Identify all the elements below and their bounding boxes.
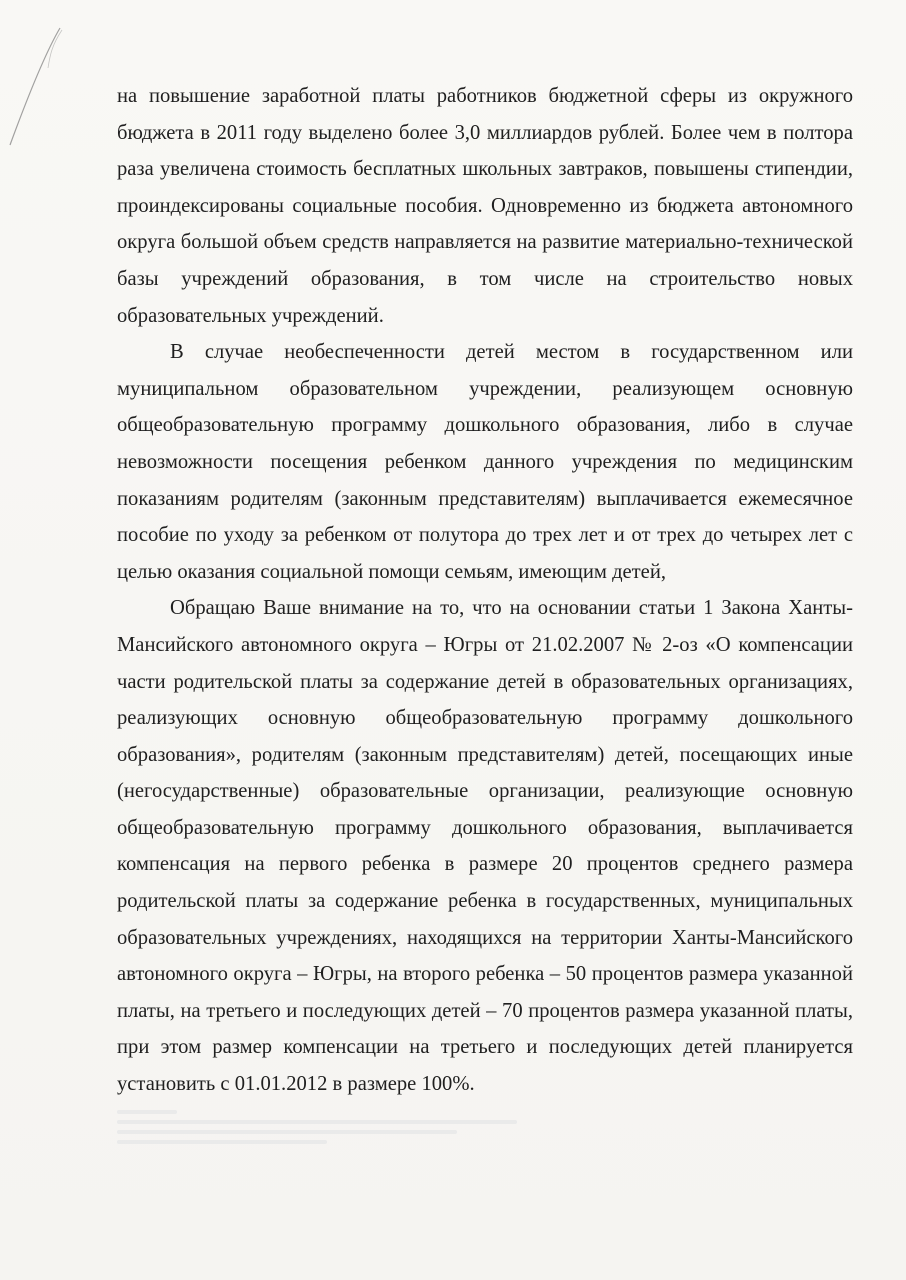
faded-bleedthrough-text bbox=[117, 1110, 537, 1156]
document-body bbox=[117, 78, 853, 1103]
paragraph-parental-fee-compensation: Обращаю Ваше внимание на то, что на основании статьи 1 Закона Ханты-Мансийского автономного округа – Югры от 21.02.2007 № 2-оз «О компенсации части родительской платы за содержание детей в образовательных организациях, реализующих основную общеобразовательную программу дошкольного образования», родителям (законным представителям) детей, посещающих иные (негосударственные) образовательные организации, реализующие основную общеобразовательную программу дошкольного образования, выплачивается компенсация на первого ребенка в размере 20 процентов среднего размера родительской платы за содержание ребенка в государственных, муниципальных образовательных учреждениях, находящихся на территории Ханты-Мансийского автономного округа – Югры, на второго ребенка – 50 процентов размера указанной платы, на третьего и последующих детей – 70 процентов размера указанной платы, при этом размер компенсации на третьего и последующих детей планируется установить с 01.01.2012 в размере 100%. bbox=[117, 597, 853, 1096]
paragraph-child-care-allowance: В случае необеспеченности детей местом в государственном или муниципальном образовательном учреждении, реализующем основную общеобразовательную программу дошкольного образования, либо в случае невозможности посещения ребенком данного учреждения по медицинским показаниям родителям (законным представителям) выплачивается ежемесячное пособие по уходу за ребенком от полутора до трех лет и от трех до четырех лет с целью оказания социальной помощи семьям, имеющим детей, bbox=[117, 341, 853, 583]
paragraph-budget-salaries: на повышение заработной платы работников бюджетной сферы из окружного бюджета в 2011 году выделено более 3,0 миллиардов рублей. Более чем в полтора раза увеличена стоимость бесплатных школьных завтраков, повышены стипендии, проиндексированы социальные пособия. Одновременно из бюджета автономного округа большой объем средств направляется на развитие материально-технической базы учреждений образования, в том числе на строительство новых образовательных учреждений. bbox=[117, 85, 853, 327]
scan-edge-mark bbox=[2, 10, 92, 150]
